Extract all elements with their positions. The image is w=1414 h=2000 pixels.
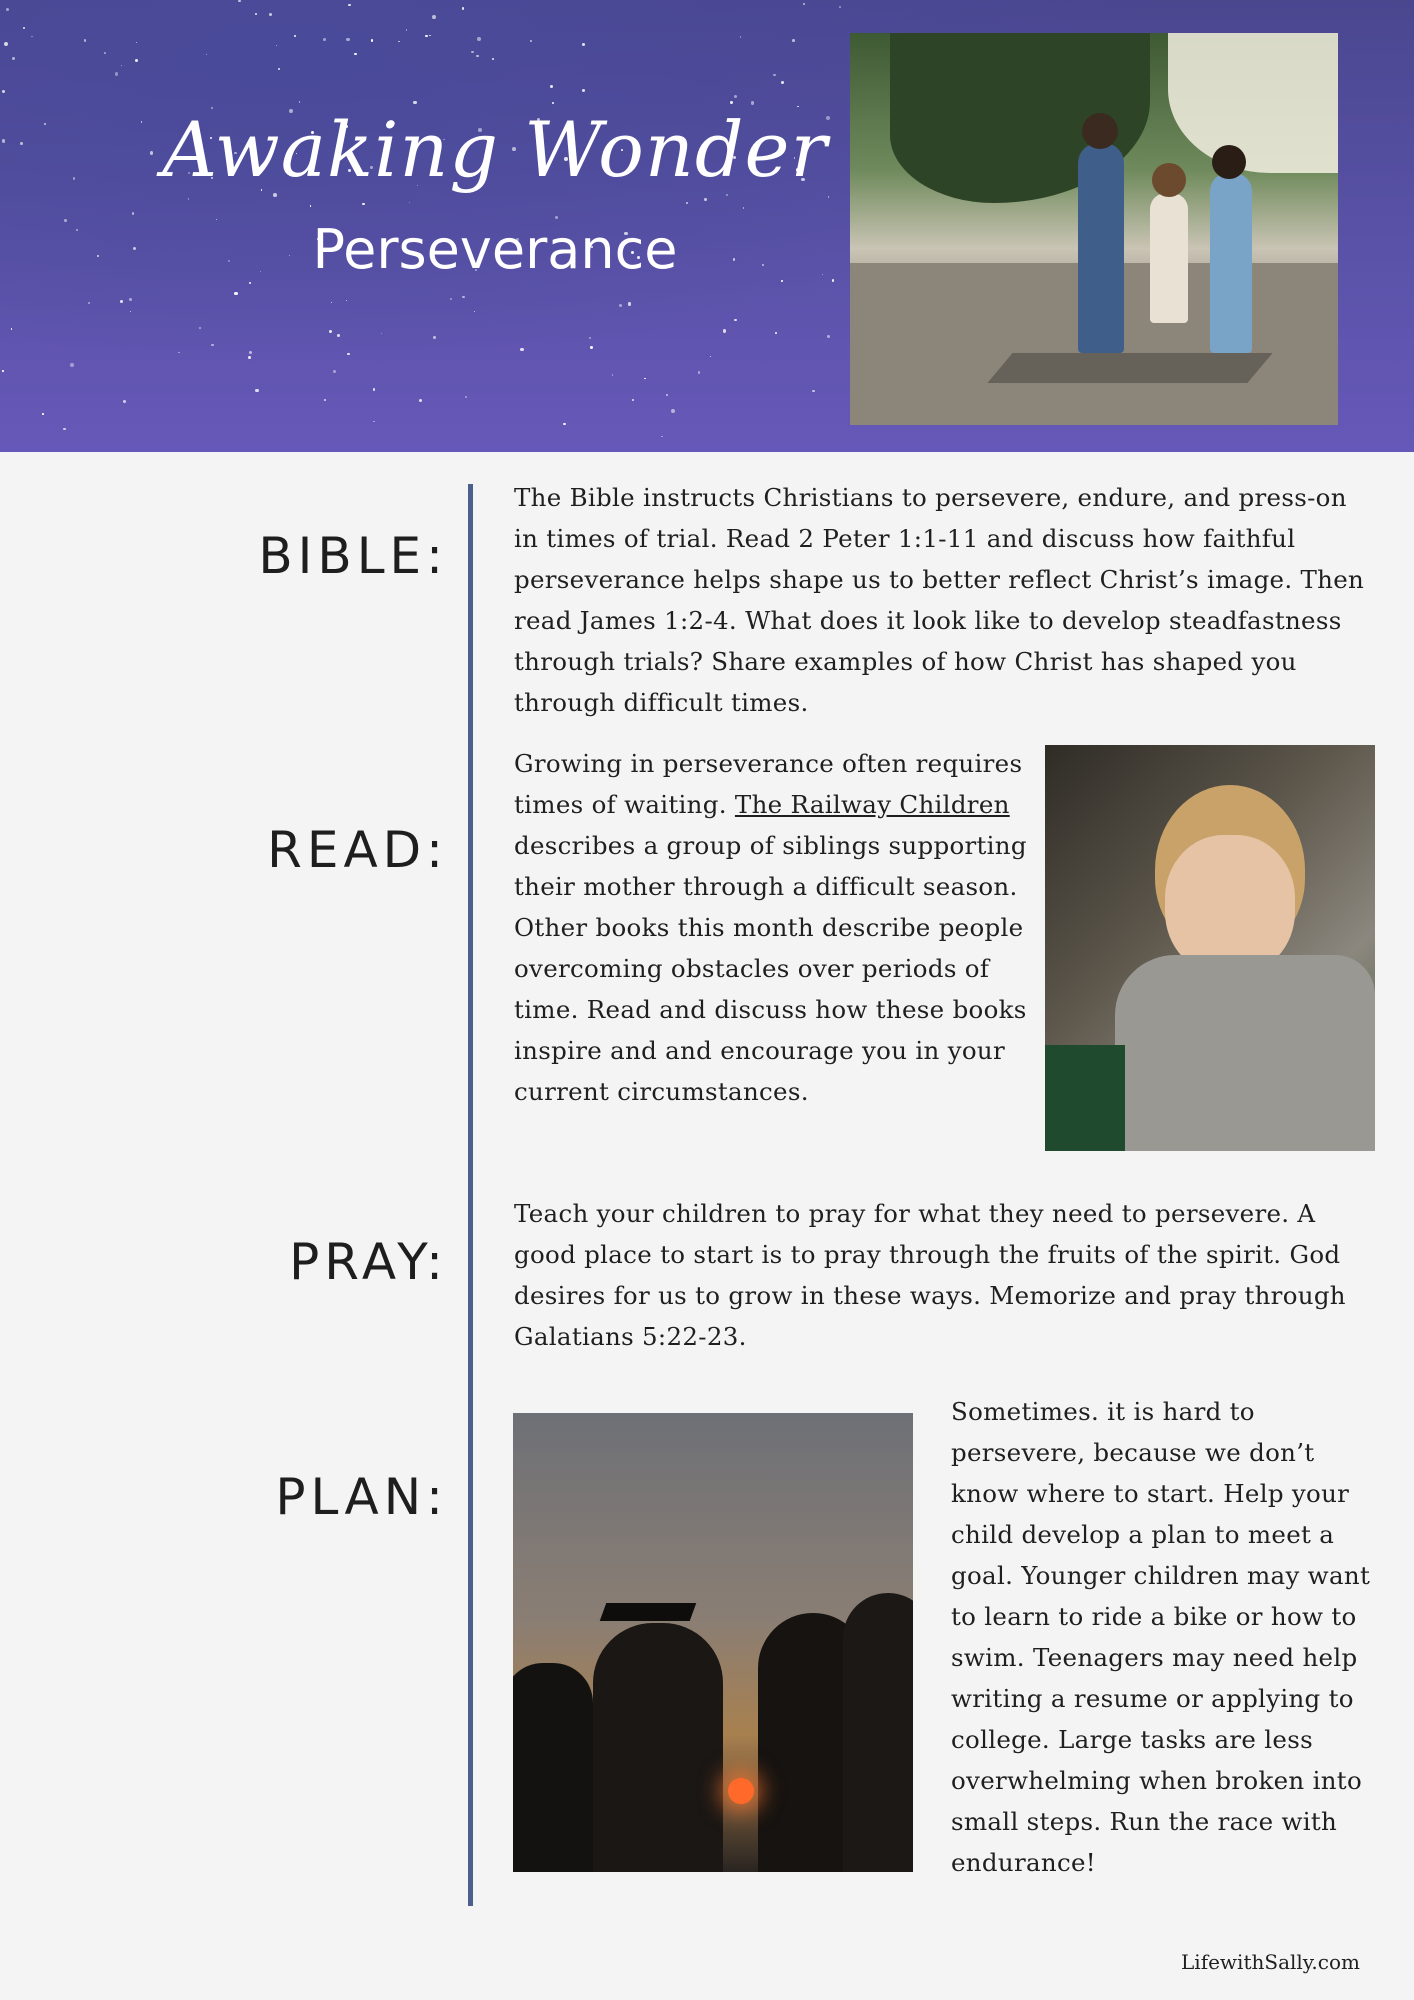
star-dot bbox=[371, 39, 374, 42]
star-dot bbox=[730, 101, 733, 104]
star-dot bbox=[474, 311, 475, 312]
star-dot bbox=[492, 58, 494, 60]
read-label: READ: bbox=[267, 821, 448, 879]
star-dot bbox=[612, 374, 613, 375]
star-dot bbox=[234, 292, 237, 295]
page-title: Awaking Wonder bbox=[162, 105, 828, 194]
star-dot bbox=[433, 336, 436, 339]
star-dot bbox=[206, 54, 207, 55]
read-text bbox=[514, 743, 1028, 1112]
star-dot bbox=[775, 332, 777, 334]
star-dot bbox=[839, 6, 841, 8]
star-dot bbox=[563, 423, 565, 425]
star-dot bbox=[381, 333, 382, 334]
star-dot bbox=[671, 409, 675, 413]
star-dot bbox=[589, 337, 591, 339]
star-dot bbox=[828, 196, 830, 198]
star-dot bbox=[115, 72, 118, 75]
star-dot bbox=[409, 202, 410, 203]
star-dot bbox=[188, 198, 189, 199]
star-dot bbox=[432, 15, 436, 19]
star-dot bbox=[661, 436, 662, 437]
star-dot bbox=[31, 36, 33, 38]
star-dot bbox=[362, 203, 365, 206]
star-dot bbox=[278, 68, 281, 71]
star-dot bbox=[471, 51, 473, 53]
star-dot bbox=[104, 52, 106, 54]
star-dot bbox=[120, 300, 123, 303]
star-dot bbox=[450, 298, 452, 300]
star-dot bbox=[346, 300, 347, 301]
star-dot bbox=[743, 207, 745, 209]
star-dot bbox=[476, 55, 479, 58]
star-dot bbox=[803, 3, 805, 5]
star-dot bbox=[812, 390, 814, 392]
star-dot bbox=[348, 4, 350, 6]
star-dot bbox=[465, 396, 467, 398]
star-dot bbox=[310, 205, 311, 206]
star-dot bbox=[740, 36, 741, 37]
star-dot bbox=[331, 302, 333, 304]
header-banner bbox=[0, 0, 1414, 452]
star-dot bbox=[178, 352, 179, 353]
star-dot bbox=[773, 74, 775, 76]
star-dot bbox=[632, 399, 635, 402]
star-dot bbox=[373, 421, 374, 422]
star-dot bbox=[249, 282, 250, 283]
star-dot bbox=[462, 7, 464, 9]
star-dot bbox=[373, 388, 376, 391]
star-dot bbox=[199, 327, 201, 329]
thoughtful-boy-photo bbox=[1045, 745, 1375, 1151]
star-dot bbox=[70, 363, 74, 367]
graduates-sunset-photo bbox=[513, 1413, 913, 1872]
star-dot bbox=[135, 59, 138, 62]
star-dot bbox=[84, 39, 87, 42]
star-dot bbox=[723, 329, 727, 333]
star-dot bbox=[337, 334, 340, 337]
star-dot bbox=[734, 95, 737, 98]
star-dot bbox=[710, 356, 711, 357]
star-dot bbox=[346, 38, 349, 41]
star-dot bbox=[11, 328, 12, 329]
star-dot bbox=[582, 43, 585, 46]
star-dot bbox=[6, 8, 9, 11]
star-dot bbox=[12, 57, 15, 60]
star-dot bbox=[2, 370, 4, 372]
star-dot bbox=[299, 101, 300, 102]
star-dot bbox=[132, 212, 134, 214]
star-dot bbox=[324, 399, 326, 401]
star-dot bbox=[827, 335, 830, 338]
star-dot bbox=[726, 194, 728, 196]
star-dot bbox=[294, 35, 296, 37]
star-dot bbox=[255, 389, 259, 393]
star-dot bbox=[323, 38, 326, 41]
star-dot bbox=[419, 399, 422, 402]
footer-website: LifewithSally.com bbox=[1181, 1950, 1360, 1974]
star-dot bbox=[248, 356, 251, 359]
star-dot bbox=[520, 348, 524, 352]
star-dot bbox=[530, 40, 532, 42]
star-dot bbox=[347, 353, 350, 356]
bible-text: The Bible instructs Christians to persevere, endure, and press-on in times of trial. Read 2 Peter 1:1-11 and discuss how faithful perseverance helps shape us to better reflect Christ’s image. Then read James 1:2-4. What does it look like to develop steadfastness through trials? Share examples of how Christ has shaped you through difficult times. bbox=[514, 483, 1365, 717]
star-dot bbox=[406, 29, 408, 31]
book-title-link[interactable]: The Railway Children bbox=[734, 790, 1010, 819]
star-dot bbox=[477, 37, 481, 41]
star-dot bbox=[666, 394, 667, 395]
star-dot bbox=[136, 42, 137, 43]
star-dot bbox=[398, 41, 400, 43]
star-dot bbox=[429, 35, 431, 37]
plan-text: Sometimes. it is hard to persevere, because we don’t know where to start. Help your child develop a plan to meet a goal. Younger children may want to learn to ride a bike or how to swim. Teenagers may need help writing a resume or applying to college. Large tasks are less overwhelming when broken into small steps. Run the race with endurance! bbox=[951, 1397, 1371, 1877]
star-dot bbox=[590, 346, 592, 348]
star-dot bbox=[2, 90, 5, 93]
section-divider-rule bbox=[468, 484, 473, 1906]
star-dot bbox=[734, 319, 736, 321]
star-dot bbox=[249, 351, 252, 354]
star-dot bbox=[23, 27, 25, 29]
star-dot bbox=[42, 413, 44, 415]
star-dot bbox=[792, 39, 795, 42]
star-dot bbox=[238, 0, 240, 2]
star-dot bbox=[255, 13, 257, 15]
star-dot bbox=[211, 344, 213, 346]
read-text-intro: Growing in perseverance often requires times of waiting. bbox=[514, 749, 1023, 819]
star-dot bbox=[698, 371, 701, 374]
star-dot bbox=[582, 89, 585, 92]
star-dot bbox=[628, 302, 632, 306]
star-dot bbox=[333, 370, 336, 373]
star-dot bbox=[550, 85, 553, 88]
star-dot bbox=[704, 198, 706, 200]
star-dot bbox=[123, 400, 126, 403]
pray-label: PRAY: bbox=[289, 1233, 448, 1291]
star-dot bbox=[644, 378, 646, 380]
star-dot bbox=[4, 42, 8, 46]
family-bike-photo bbox=[850, 33, 1338, 425]
page-subtitle: Perseverance bbox=[312, 218, 678, 281]
star-dot bbox=[781, 81, 784, 84]
star-dot bbox=[686, 202, 688, 204]
star-dot bbox=[121, 65, 122, 66]
bible-label: BIBLE: bbox=[258, 527, 448, 585]
plan-label: PLAN: bbox=[275, 1468, 448, 1526]
star-dot bbox=[552, 102, 554, 104]
star-dot bbox=[63, 428, 65, 430]
pray-text: Teach your children to pray for what they need to persevere. A good place to start is to pray through the fruits of the spirit. God desires for us to grow in these ways. Memorize and pray through Galatians 5:22-23. bbox=[514, 1199, 1346, 1351]
star-dot bbox=[354, 53, 357, 56]
star-dot bbox=[413, 101, 416, 104]
star-dot bbox=[329, 330, 332, 333]
star-dot bbox=[619, 304, 622, 307]
star-dot bbox=[88, 302, 90, 304]
read-text-rest: describes a group of siblings supporting their mother through a difficult season. Other books this month describe people overcoming obstacles over periods of time. Read and discuss how these books inspire and and encourage you in your current circumstances. bbox=[514, 831, 1027, 1106]
star-dot bbox=[425, 35, 427, 37]
star-dot bbox=[269, 13, 272, 16]
star-dot bbox=[130, 311, 131, 312]
star-dot bbox=[276, 45, 277, 46]
star-dot bbox=[462, 296, 464, 298]
star-dot bbox=[129, 298, 132, 301]
